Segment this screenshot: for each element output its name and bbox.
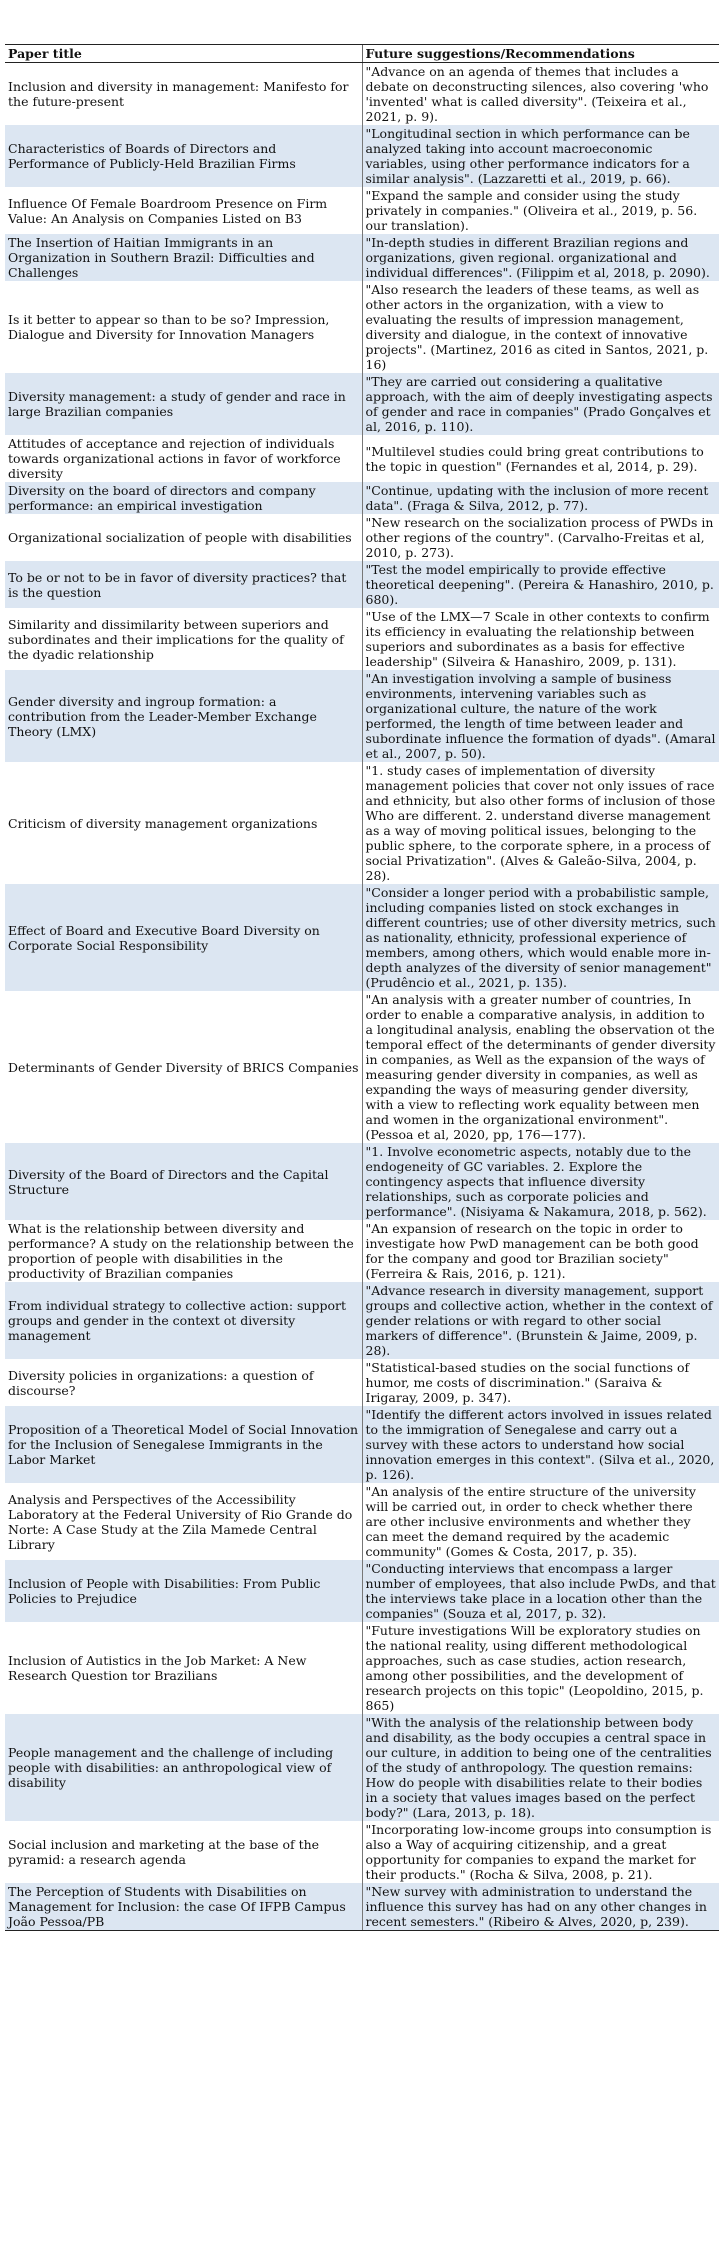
suggestion-cell: "Multilevel studies could bring great contributions to the topic in question" (Fernandes et al, 2014, p. 29). xyxy=(362,435,719,482)
suggestion-cell: "New research on the socialization process of PWDs in other regions of the country". (Carvalho-Freitas et al, 2010, p. 273). xyxy=(362,514,719,561)
paper-title-cell: Organizational socialization of people with disabilities xyxy=(8,530,352,545)
table-row xyxy=(5,125,719,187)
paper-title-cell: People management and the challenge of including people with disabilities: an anthropological view of disability xyxy=(5,1714,362,1821)
paper-title-cell: Inclusion of Autistics in the Job Market: A New Research Question tor Brazilians xyxy=(8,1653,307,1683)
paper-title-cell: Attitudes of acceptance and rejection of individuals towards organizational actions in favor of workforce diversity xyxy=(8,436,341,481)
table-row xyxy=(5,1220,719,1282)
table-row xyxy=(5,514,719,561)
recommendations-table-wrapper xyxy=(5,44,719,1931)
table-row xyxy=(5,482,719,514)
paper-title-cell: Characteristics of Boards of Directors and Performance of Publicly-Held Brazilian Firms xyxy=(5,125,362,187)
table-row xyxy=(5,63,719,126)
suggestion-cell: "1. study cases of implementation of diversity management policies that cover not only issues of race and ethnicity, but also other forms of inclusion of those Who are different. 2. understand diverse management as a way of moving political issues, belonging to the public sphere, to the corporate sphere, in a process of social Privatization". (Alves & Galeão-Silva, 2004, p. 28). xyxy=(362,762,719,884)
paper-title-cell: Social inclusion and marketing at the base of the pyramid: a research agenda xyxy=(8,1837,320,1867)
suggestion-cell: "Continue, updating with the inclusion of more recent data". (Fraga & Silva, 2012, p. 77). xyxy=(362,482,719,514)
suggestion-cell: "Incorporating low-income groups into consumption is also a Way of acquiring citizenship, and a great opportunity for companies to expand the market for their products." (Rocha & Silva, 2008, p. 21). xyxy=(362,1821,719,1883)
suggestion-cell: "Advance on an agenda of themes that includes a debate on deconstructing silences, also covering 'who 'invented' what is called diversity". (Teixeira et al., 2021, p. 9). xyxy=(362,63,719,126)
paper-title-cell: Diversity policies in organizations: a question of discourse? xyxy=(8,1367,314,1398)
suggestion-cell: "Consider a longer period with a probabilistic sample, including companies listed on stock exchanges in different countries; use of other diversity metrics, such as nationality, ethnicity, professional experience of members, among others, which would enable more in-depth analyzes of the diversity of senior management" (Prudêncio et al., 2021, p. 135). xyxy=(362,884,719,991)
paper-title-cell: From individual strategy to collective action: support groups and gender in the context ot diversity management xyxy=(5,1282,362,1359)
table-row xyxy=(5,1282,719,1359)
suggestion-cell: "In-depth studies in different Brazilian regions and organizations, given regional. organizational and individual differences". (Filippim et al, 2018, p. 2090). xyxy=(362,234,719,281)
suggestion-cell: "An investigation involving a sample of business environments, intervening variables such as organizational culture, the nature of the work performed, the length of time between leader and subordinate influence the formation of dyads". (Amaral et al., 2007, p. 50). xyxy=(362,670,719,762)
suggestion-cell: "Longitudinal section in which performance can be analyzed taking into account macroeconomic variables, using other performance indicators for a similar analysis". (Lazzaretti et al., 2019, p. 66). xyxy=(362,125,719,187)
paper-title-cell: Similarity and dissimilarity between superiors and subordinates and their implications for the quality of the dyadic relationship xyxy=(8,616,344,662)
paper-title-cell: Determinants of Gender Diversity of BRICS Companies xyxy=(8,1059,359,1075)
table-row xyxy=(5,1821,719,1883)
table-row xyxy=(5,762,719,884)
suggestion-cell: "Expand the sample and consider using the study privately in companies." (Oliveira et al., 2019, p. 56. our translation). xyxy=(362,187,719,234)
suggestion-cell: "Also research the leaders of these teams, as well as other actors in the organization, with a view to evaluating the results of impression management, diversity and dialogue, in the context of innovative projects". (Martinez, 2016 as cited in Santos, 2021, p. 16) xyxy=(362,281,719,373)
paper-title-cell: Inclusion and diversity in management: Manifesto for the future-present xyxy=(8,79,349,109)
table-row xyxy=(5,1143,719,1220)
paper-title-cell: Diversity on the board of directors and company performance: an empirical investigation xyxy=(5,482,362,514)
table-row xyxy=(5,281,719,373)
paper-title-cell: Is it better to appear so than to be so? Impression, Dialogue and Diversity for Innovation Managers xyxy=(8,312,330,342)
suggestion-cell: "Advance research in diversity management, support groups and collective action, whether in the context of gender relations or with regard to other social markers of difference". (Brunstein & Jaime, 2009, p. 28). xyxy=(362,1282,719,1359)
table-row xyxy=(5,373,719,435)
table-row xyxy=(5,1714,719,1821)
header-row xyxy=(5,45,719,63)
suggestion-cell: "Statistical-based studies on the social functions of humor, me costs of discrimination." (Saraiva & Irigaray, 2009, p. 347). xyxy=(362,1359,719,1406)
recommendations-table xyxy=(5,44,719,1931)
suggestion-cell: "Identify the different actors involved in issues related to the immigration of Senegalese and carry out a survey with these actors to understand how social innovation emerges in this context". (Silva et al., 2020, p. 126). xyxy=(362,1406,719,1483)
table-row xyxy=(5,1359,719,1406)
table-row xyxy=(5,1883,719,1931)
paper-title-cell: To be or not to be in favor of diversity practices? that is the question xyxy=(5,561,362,608)
suggestion-cell: "They are carried out considering a qualitative approach, with the aim of deeply investigating aspects of gender and race in companies" (Prado Gonçalves et al, 2016, p. 110). xyxy=(362,373,719,435)
table-row xyxy=(5,187,719,234)
table-row xyxy=(5,1622,719,1714)
paper-title-cell: Analysis and Perspectives of the Accessibility Laboratory at the Federal University of Rio Grande do Norte: A Case Study at the Zila Mamede Central Library xyxy=(8,1491,353,1552)
suggestion-cell: "Test the model empirically to provide effective theoretical deepening". (Pereira & Hanashiro, 2010, p. 680). xyxy=(362,561,719,608)
table-row xyxy=(5,1483,719,1560)
table-row xyxy=(5,1560,719,1622)
table-row xyxy=(5,884,719,991)
table-row xyxy=(5,561,719,608)
suggestion-cell: "Future investigations Will be exploratory studies on the national reality, using different methodological approaches, such as case studies, action research, among other possibilities, and the development of research projects on this topic" (Leopoldino, 2015, p. 865) xyxy=(362,1622,719,1714)
paper-title-cell: Inclusion of People with Disabilities: From Public Policies to Prejudice xyxy=(5,1560,362,1622)
paper-title-cell: Diversity of the Board of Directors and the Capital Structure xyxy=(5,1143,362,1220)
suggestion-cell: "With the analysis of the relationship between body and disability, as the body occupies a central space in our culture, in addition to being one of the centralities of the study of anthropology. The question remains: How do people with disabilities relate to their bodies in a society that values images based on the perfect body?" (Lara, 2013, p. 18). xyxy=(362,1714,719,1821)
paper-title-cell: The Insertion of Haitian Immigrants in an Organization in Southern Brazil: Difficulties and Challenges xyxy=(5,234,362,281)
suggestion-cell: "Conducting interviews that encompass a larger number of employees, that also include PwDs, and that the interviews take place in a location other than the companies" (Souza et al, 2017, p. 32). xyxy=(362,1560,719,1622)
suggestion-cell: "Use of the LMX—7 Scale in other contexts to confirm its efficiency in evaluating the relationship between superiors and subordinates as a basis for effective leadership" (Silveira & Hanashiro, 2009, p. 131). xyxy=(362,608,719,670)
suggestion-cell: "New survey with administration to understand the influence this survey has had on any other changes in recent semesters." (Ribeiro & Alves, 2020, p, 239). xyxy=(362,1883,719,1931)
table-body xyxy=(5,63,719,1931)
paper-title-cell: Effect of Board and Executive Board Diversity on Corporate Social Responsibility xyxy=(5,884,362,991)
suggestion-cell: "An expansion of research on the topic in order to investigate how PwD management can be both good for the company and good tor Brazilian society" (Ferreira & Rais, 2016, p. 121). xyxy=(362,1220,719,1282)
table-row xyxy=(5,1406,719,1483)
table-row xyxy=(5,234,719,281)
table-row xyxy=(5,991,719,1143)
suggestion-cell: "An analysis of the entire structure of the university will be carried out, in order to check whether there are other inclusive environments and whether they can meet the demand required by the academic community" (Gomes & Costa, 2017, p. 35). xyxy=(362,1483,719,1560)
table-row xyxy=(5,670,719,762)
paper-title-cell: Proposition of a Theoretical Model of Social Innovation for the Inclusion of Senegalese Immigrants in the Labor Market xyxy=(5,1406,362,1483)
paper-title-cell: Gender diversity and ingroup formation: a contribution from the Leader-Member Exchange Theory (LMX) xyxy=(5,670,362,762)
suggestion-cell: "An analysis with a greater number of countries, In order to enable a comparative analysis, in addition to a longitudinal analysis, enabling the observation ot the temporal effect of the determinants of gender diversity in companies, as Well as the expansion of the ways of measuring gender diversity in companies, as well as expanding the ways of measuring gender diversity, with a view to reflecting work equality between men and women in the organizational environment". (Pessoa et al, 2020, pp, 176—177). xyxy=(362,991,719,1143)
paper-title-cell: Criticism of diversity management organizations xyxy=(8,815,318,831)
suggestion-cell: "1. Involve econometric aspects, notably due to the endogeneity of GC variables. 2. Explore the contingency aspects that influence diversity relationships, such as corporate policies and performance". (Nisiyama & Nakamura, 2018, p. 562). xyxy=(362,1143,719,1220)
header-suggestions: Future suggestions/Recommendations xyxy=(362,45,719,63)
table-row xyxy=(5,435,719,482)
paper-title-cell: The Perception of Students with Disabilities on Management for Inclusion: the case Of IFPB Campus João Pessoa/PB xyxy=(5,1883,362,1931)
paper-title-cell: What is the relationship between diversity and performance? A study on the relationship between the proportion of people with disabilities in the productivity of Brazilian companies xyxy=(8,1221,354,1281)
paper-title-cell: Influence Of Female Boardroom Presence on Firm Value: An Analysis on Companies Listed on B3 xyxy=(8,195,328,226)
table-row xyxy=(5,608,719,670)
paper-title-cell: Diversity management: a study of gender and race in large Brazilian companies xyxy=(5,373,362,435)
header-paper-title: Paper title xyxy=(5,45,362,63)
